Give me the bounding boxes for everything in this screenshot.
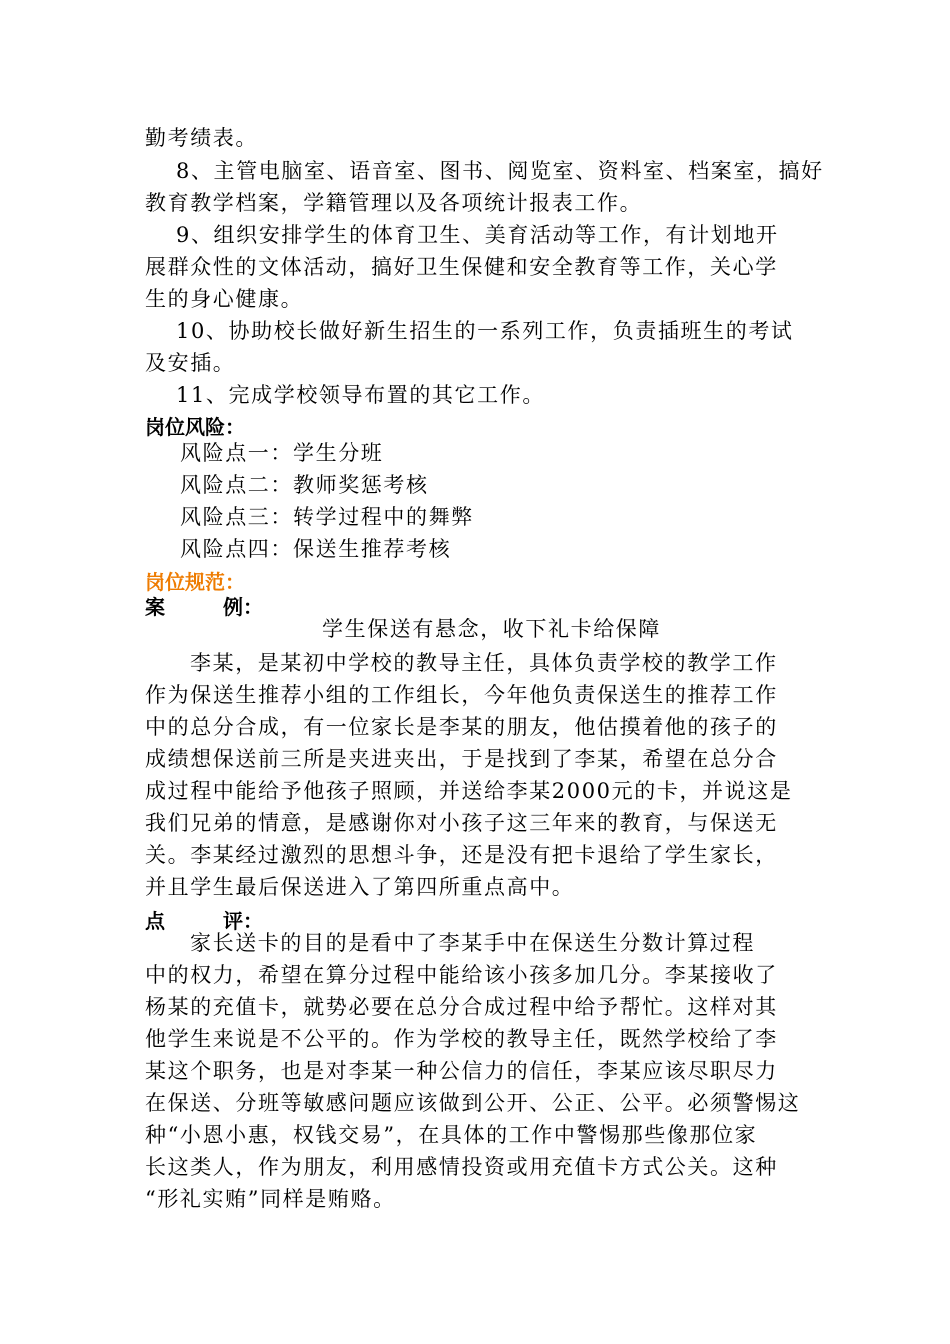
case-label xyxy=(145,594,263,620)
comment-label-first: 点 xyxy=(145,909,165,933)
comment-line: 长这类人，作为朋友，利用感情投资或用充值卡方式公关。这种 xyxy=(145,1155,778,1179)
comment-line: 家长送卡的目的是看中了李某手中在保送生分数计算过程 xyxy=(190,931,755,955)
duty-line: 9、组织安排学生的体育卫生、美育活动等工作，有计划地开 xyxy=(176,223,779,247)
duty-line: 8、主管电脑室、语音室、图书、阅览室、资料室、档案室，搞好 xyxy=(176,159,824,183)
case-label-first: 案 xyxy=(145,595,165,619)
case-line: 李某，是某初中学校的教导主任，具体负责学校的教学工作 xyxy=(190,651,778,675)
comment-line: 某这个职务，也是对李某一种公信力的信任，李某应该尽职尽力 xyxy=(145,1059,778,1083)
comment-line: 他学生来说是不公平的。作为学校的教导主任，既然学校给了李 xyxy=(145,1027,778,1051)
case-title: 学生保送有悬念，收下礼卡给保障 xyxy=(322,617,661,641)
comment-line: “形礼实贿”同样是贿赂。 xyxy=(145,1187,396,1211)
comment-line: 种“小恩小惠，权钱交易”，在具体的工作中警惕那些像那位家 xyxy=(145,1123,758,1147)
risk-point: 风险点一：学生分班 xyxy=(180,441,384,465)
comment-line: 杨某的充值卡，就势必要在总分合成过程中给予帮忙。这样对其 xyxy=(145,995,778,1019)
case-line: 作为保送生推荐小组的工作组长，今年他负责保送生的推荐工作 xyxy=(145,683,778,707)
duty-line: 11、完成学校领导布置的其它工作。 xyxy=(176,383,545,407)
risk-point: 风险点四：保送生推荐考核 xyxy=(180,537,452,561)
case-line: 成绩想保送前三所是夹进夹出，于是找到了李某，希望在总分合 xyxy=(145,747,778,771)
case-line: 并且学生最后保送进入了第四所重点高中。 xyxy=(145,875,575,899)
comment-label-second: 评： xyxy=(223,909,263,933)
comment-line: 在保送、分班等敏感问题应该做到公开、公正、公平。必须警惕这 xyxy=(145,1091,801,1115)
duty-line: 勤考绩表。 xyxy=(145,126,258,150)
duty-line: 生的身心健康。 xyxy=(145,287,304,311)
duty-line: 及安插。 xyxy=(145,351,236,375)
case-label-second: 例： xyxy=(223,595,263,619)
case-line: 我们兄弟的情意，是感谢你对小孩子这三年来的教育，与保送无 xyxy=(145,811,778,835)
risk-point: 风险点二：教师奖惩考核 xyxy=(180,473,429,497)
duty-line: 展群众性的文体活动，搞好卫生保健和安全教育等工作，关心学 xyxy=(145,255,778,279)
case-line: 成过程中能给予他孩子照顾，并送给李某2000元的卡，并说这是 xyxy=(145,779,793,803)
duty-line: 教育教学档案，学籍管理以及各项统计报表工作。 xyxy=(145,191,643,215)
case-line: 中的总分合成，有一位家长是李某的朋友，他估摸着他的孩子的 xyxy=(145,715,778,739)
risk-heading: 岗位风险： xyxy=(145,415,245,439)
risk-point: 风险点三：转学过程中的舞弊 xyxy=(180,505,474,529)
duty-line: 10、协助校长做好新生招生的一系列工作，负责插班生的考试 xyxy=(176,319,794,343)
comment-line: 中的权力，希望在算分过程中能给该小孩多加几分。李某接收了 xyxy=(145,963,778,987)
case-line: 关。李某经过激烈的思想斗争，还是没有把卡退给了学生家长， xyxy=(145,843,778,867)
norm-heading: 岗位规范： xyxy=(145,570,245,594)
